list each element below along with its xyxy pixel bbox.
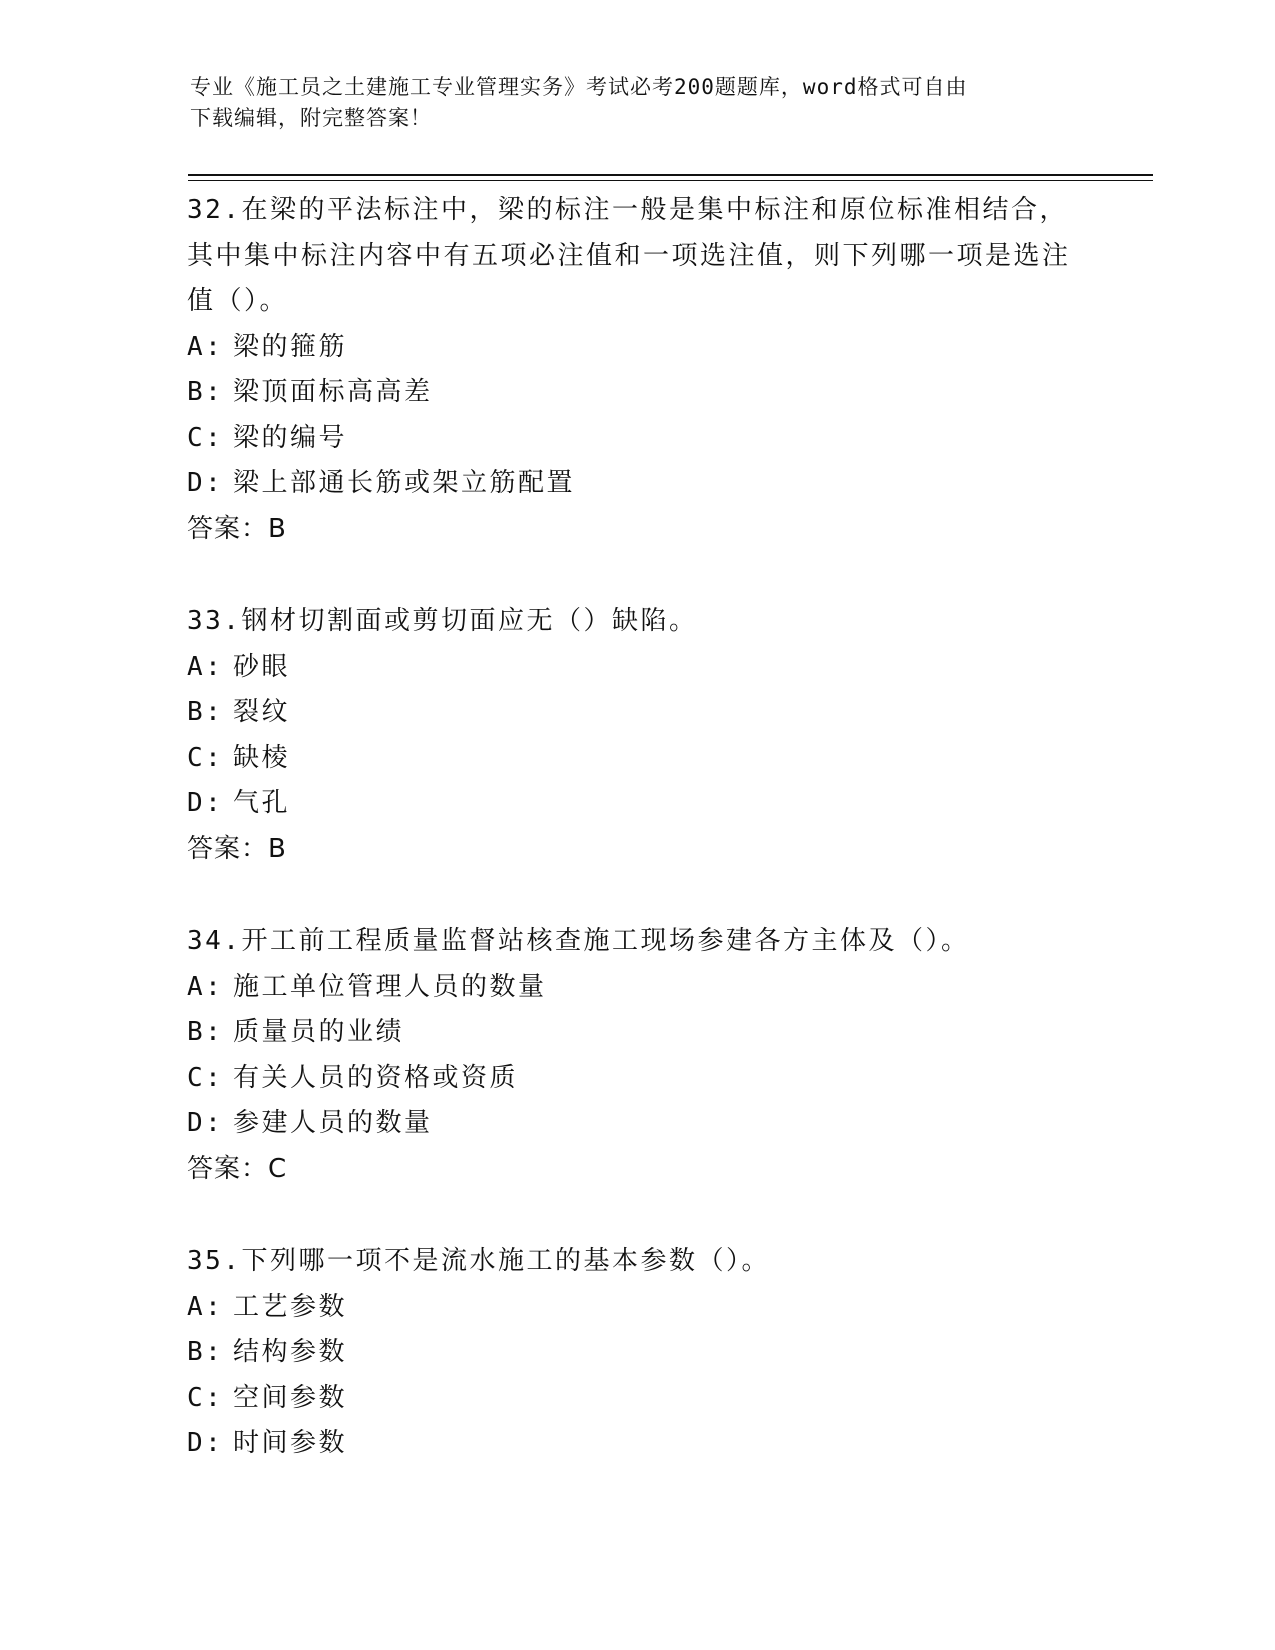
header-line-1: 专业《施工员之土建施工专业管理实务》考试必考200题题库，word格式可自由 bbox=[190, 75, 968, 99]
option-row bbox=[187, 1421, 1087, 1467]
option-row bbox=[187, 1285, 1087, 1331]
question-stem: 34.开工前工程质量监督站核查施工现场参建各方主体及（）。 bbox=[187, 926, 970, 956]
question-list bbox=[187, 188, 1087, 1514]
option-text: 砂眼 bbox=[233, 651, 291, 682]
option-text: 梁顶面标高高差 bbox=[233, 377, 433, 407]
option-row bbox=[187, 1376, 1087, 1422]
question-stem: 35.下列哪一项不是流水施工的基本参数（）。 bbox=[187, 1246, 770, 1276]
question-stem: 33.钢材切割面或剪切面应无（）缺陷。 bbox=[187, 606, 698, 636]
answer-line bbox=[187, 507, 1087, 553]
option-key: B: bbox=[187, 1017, 224, 1047]
question-block bbox=[187, 1239, 1087, 1467]
option-row bbox=[187, 1056, 1087, 1102]
option-row bbox=[187, 781, 1087, 827]
option-key: B: bbox=[187, 697, 224, 727]
question-block bbox=[187, 919, 1087, 1192]
option-row bbox=[187, 416, 1087, 462]
option-key: B: bbox=[187, 377, 224, 407]
option-key: A: bbox=[187, 651, 224, 682]
option-text: 施工单位管理人员的数量 bbox=[233, 971, 547, 1002]
option-key: D: bbox=[187, 1428, 224, 1458]
answer-line bbox=[187, 1147, 1087, 1193]
option-key: B: bbox=[187, 1337, 224, 1367]
option-text: 工艺参数 bbox=[233, 1291, 348, 1322]
option-row bbox=[187, 325, 1087, 371]
option-text: 梁的箍筋 bbox=[233, 331, 348, 362]
option-text: 梁上部通长筋或架立筋配置 bbox=[233, 468, 576, 498]
answer-label: 答案： bbox=[187, 513, 269, 544]
option-key: C: bbox=[187, 422, 224, 453]
option-row bbox=[187, 965, 1087, 1011]
option-text: 时间参数 bbox=[233, 1428, 348, 1458]
option-row bbox=[187, 645, 1087, 691]
option-row bbox=[187, 461, 1087, 507]
option-key: D: bbox=[187, 788, 224, 818]
option-text: 质量员的业绩 bbox=[233, 1017, 405, 1047]
option-text: 空间参数 bbox=[233, 1382, 348, 1413]
answer-line bbox=[187, 827, 1087, 873]
option-text: 有关人员的资格或资质 bbox=[233, 1062, 519, 1093]
option-key: A: bbox=[187, 331, 224, 362]
option-row bbox=[187, 1330, 1087, 1376]
option-text: 梁的编号 bbox=[233, 422, 348, 453]
option-row bbox=[187, 370, 1087, 416]
option-key: C: bbox=[187, 742, 224, 773]
question-stem: 32.在梁的平法标注中，梁的标注一般是集中标注和原位标准相结合，其中集中标注内容中有五项必注值和一项选注值，则下列哪一项是选注值（）。 bbox=[187, 195, 1071, 316]
option-key: A: bbox=[187, 971, 224, 1002]
option-text: 结构参数 bbox=[233, 1337, 348, 1367]
option-row bbox=[187, 1010, 1087, 1056]
question-block bbox=[187, 599, 1087, 872]
answer-value: B bbox=[268, 833, 287, 864]
answer-label: 答案： bbox=[187, 1153, 269, 1184]
option-key: C: bbox=[187, 1382, 224, 1413]
option-text: 裂纹 bbox=[233, 697, 291, 727]
header-line-2: 下载编辑，附完整答案！ bbox=[190, 106, 432, 130]
answer-value: C bbox=[268, 1153, 288, 1184]
option-text: 气孔 bbox=[233, 788, 291, 818]
option-key: C: bbox=[187, 1062, 224, 1093]
header-divider-thin bbox=[188, 180, 1153, 181]
answer-value: B bbox=[268, 513, 287, 544]
option-text: 缺棱 bbox=[233, 742, 291, 773]
question-block bbox=[187, 188, 1087, 552]
option-row bbox=[187, 690, 1087, 736]
option-key: D: bbox=[187, 1108, 224, 1138]
document-header bbox=[190, 72, 1090, 134]
option-row bbox=[187, 1101, 1087, 1147]
option-key: D: bbox=[187, 468, 224, 498]
header-divider-thick bbox=[188, 174, 1153, 176]
option-text: 参建人员的数量 bbox=[233, 1108, 433, 1138]
option-key: A: bbox=[187, 1291, 224, 1322]
answer-label: 答案： bbox=[187, 833, 269, 864]
option-row bbox=[187, 736, 1087, 782]
